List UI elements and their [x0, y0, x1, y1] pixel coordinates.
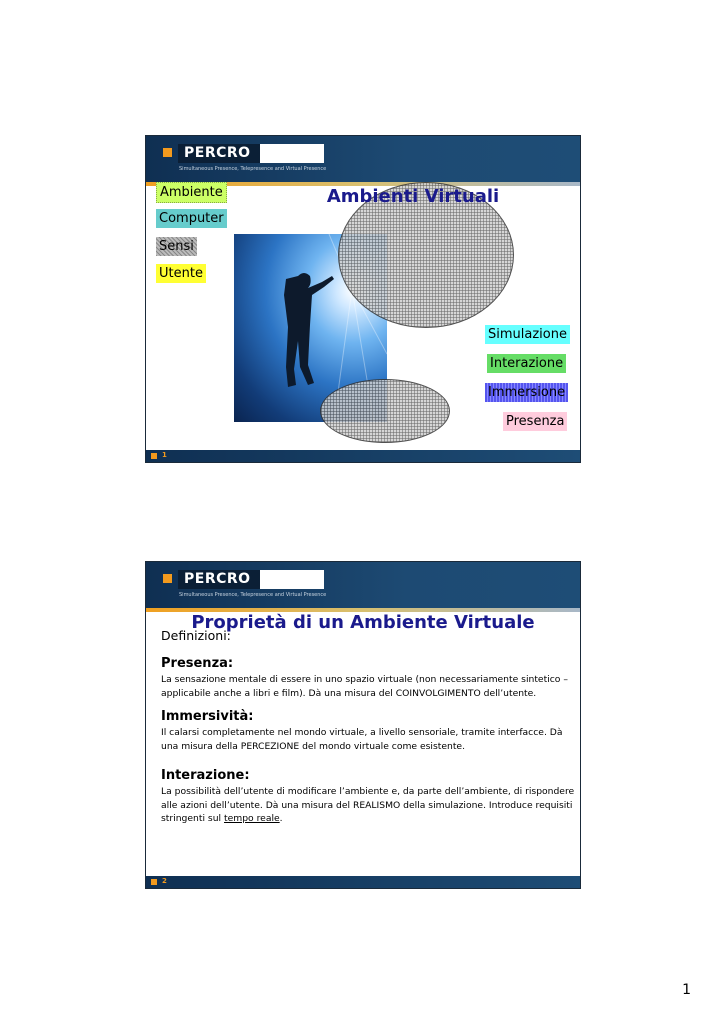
logo-white-box — [260, 570, 324, 589]
logo-square-icon — [163, 148, 172, 157]
section-text-immersivita: Il calarsi completamente nel mondo virtuale, a livello sensoriale, tramite interfacce. Dà una misura della PERCEZIONE del mondo virtuale come esistente. — [161, 727, 563, 752]
logo-text: PERCRO — [178, 570, 260, 589]
slide-title: Proprietà di un Ambiente Virtuale — [191, 612, 535, 633]
ellipse-bottom — [320, 379, 450, 443]
tag-ambiente: Ambiente — [156, 182, 227, 203]
tag-immersione: Immersione — [485, 383, 568, 402]
definitions-intro: Definizioni: — [161, 628, 231, 643]
slide-2 — [145, 561, 581, 889]
slide-body — [161, 628, 576, 826]
footer-square-icon — [151, 879, 157, 885]
slide-number: 2 — [162, 877, 167, 885]
footer-square-icon — [151, 453, 157, 459]
section-heading-immersivita: Immersività: — [161, 709, 254, 724]
slide-number: 1 — [162, 451, 167, 459]
section-heading-interazione: Interazione: — [161, 768, 250, 783]
logo-subtitle: Simultaneous Presence, Telepresence and Virtual Presence — [179, 166, 327, 172]
slide-header — [146, 136, 580, 182]
slide-1 — [145, 135, 581, 463]
page-number: 1 — [682, 982, 691, 998]
interazione-tail: . — [279, 813, 283, 824]
tag-computer: Computer — [156, 209, 227, 228]
tag-sensi: Sensi — [156, 237, 197, 256]
slide-footer — [146, 450, 580, 462]
slide-header — [146, 562, 580, 608]
section-text-interazione — [161, 785, 576, 826]
logo-white-box — [260, 144, 324, 163]
tag-utente: Utente — [156, 264, 206, 283]
logo-text: PERCRO — [178, 144, 260, 163]
slide-title: Ambienti Virtuali — [326, 186, 500, 207]
interazione-text: La possibilità dell’utente di modificare l’ambiente e, da parte dell’ambiente, di rispondere alle azioni dell’utente. Dà una misura del REALISMO della simulazione. Introduce requisiti stringenti sul — [161, 786, 575, 824]
tag-simulazione: Simulazione — [485, 325, 570, 344]
logo-subtitle: Simultaneous Presence, Telepresence and Virtual Presence — [179, 592, 327, 598]
tag-presenza: Presenza — [503, 412, 567, 431]
tempo-reale-link[interactable]: tempo reale — [224, 813, 280, 824]
tag-interazione: Interazione — [487, 354, 566, 373]
section-text-presenza: La sensazione mentale di essere in uno spazio virtuale (non necessariamente sintetico – applicabile anche a libri e film). Dà una misura del COINVOLGIMENTO dell’utente. — [161, 674, 568, 699]
section-heading-presenza: Presenza: — [161, 656, 234, 671]
slide-footer — [146, 876, 580, 888]
logo-square-icon — [163, 574, 172, 583]
